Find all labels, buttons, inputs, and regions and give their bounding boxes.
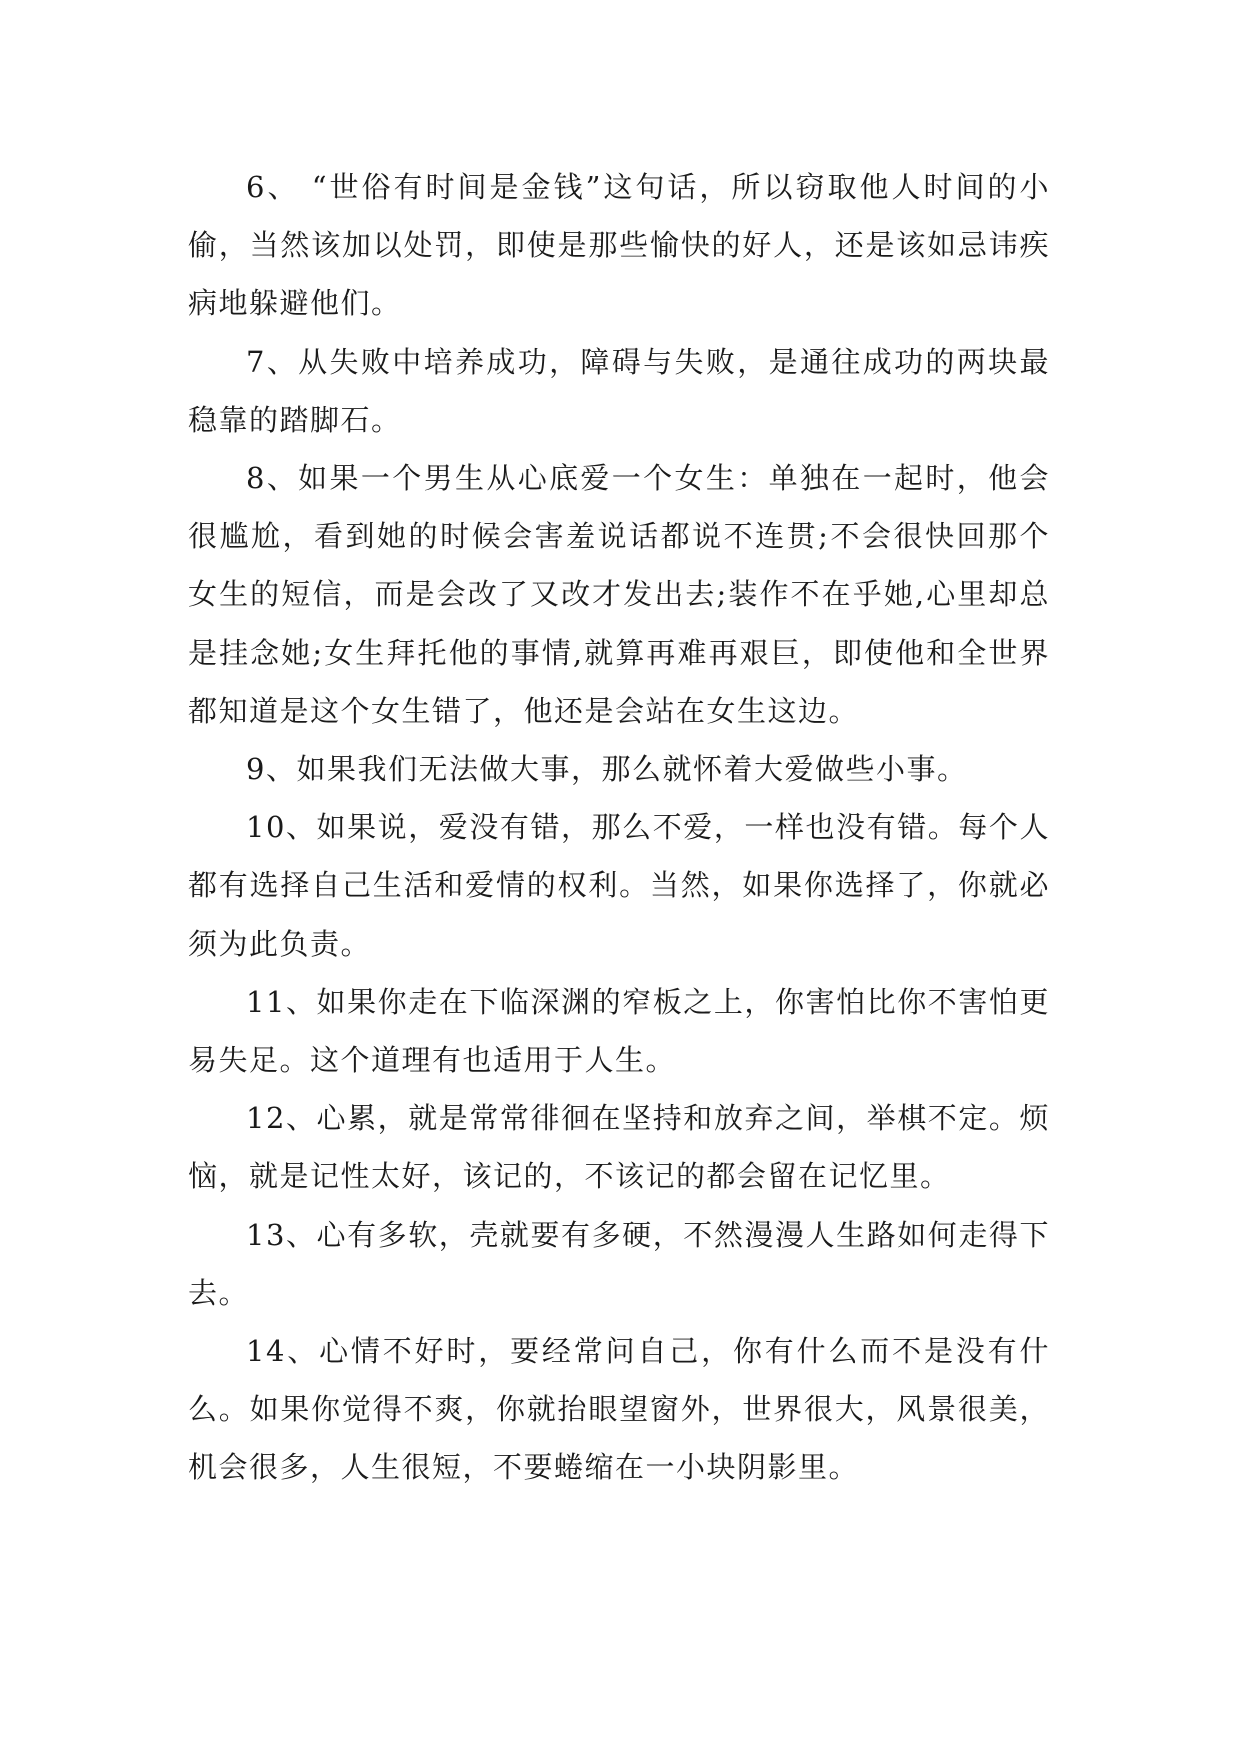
paragraph-6: 6、 “世俗有时间是金钱”这句话，所以窃取他人时间的小偷，当然该加以处罚，即使是那些愉快的好人，还是该如忌讳疾病地躲避他们。: [188, 170, 1050, 321]
document-body: [188, 158, 1050, 1497]
paragraph-13: 13、心有多软，壳就要有多硬，不然漫漫人生路如何走得下去。: [188, 1217, 1050, 1310]
paragraph-8: 8、如果一个男生从心底爱一个女生：单独在一起时，他会很尴尬，看到她的时候会害羞说话都说不连贯;不会很快回那个女生的短信，而是会改了又改才发出去;装作不在乎她,心里却总是挂念她;女生拜托他的事情,就算再难再艰巨，即使他和全世界都知道是这个女生错了，他还是会站在女生这边。: [188, 461, 1050, 728]
paragraph-10: 10、如果说，爱没有错，那么不爱，一样也没有错。每个人都有选择自己生活和爱情的权利。当然，如果你选择了，你就必须为此负责。: [188, 810, 1050, 961]
paragraph-9: 9、如果我们无法做大事，那么就怀着大爱做些小事。: [246, 752, 968, 787]
paragraph-11: 11、如果你走在下临深渊的窄板之上，你害怕比你不害怕更易失足。这个道理有也适用于人生。: [188, 984, 1050, 1078]
paragraph-14: 14、心情不好时，要经常问自己，你有什么而不是没有什么。如果你觉得不爽，你就抬眼望窗外，世界很大，风景很美，机会很多，人生很短，不要蜷缩在一小块阴影里。: [188, 1334, 1050, 1485]
paragraph-12: 12、心累，就是常常徘徊在坚持和放弃之间，举棋不定。烦恼，就是记性太好，该记的，不该记的都会留在记忆里。: [188, 1101, 1050, 1194]
paragraph-7: 7、从失败中培养成功，障碍与失败，是通往成功的两块最稳靠的踏脚石。: [188, 344, 1050, 437]
